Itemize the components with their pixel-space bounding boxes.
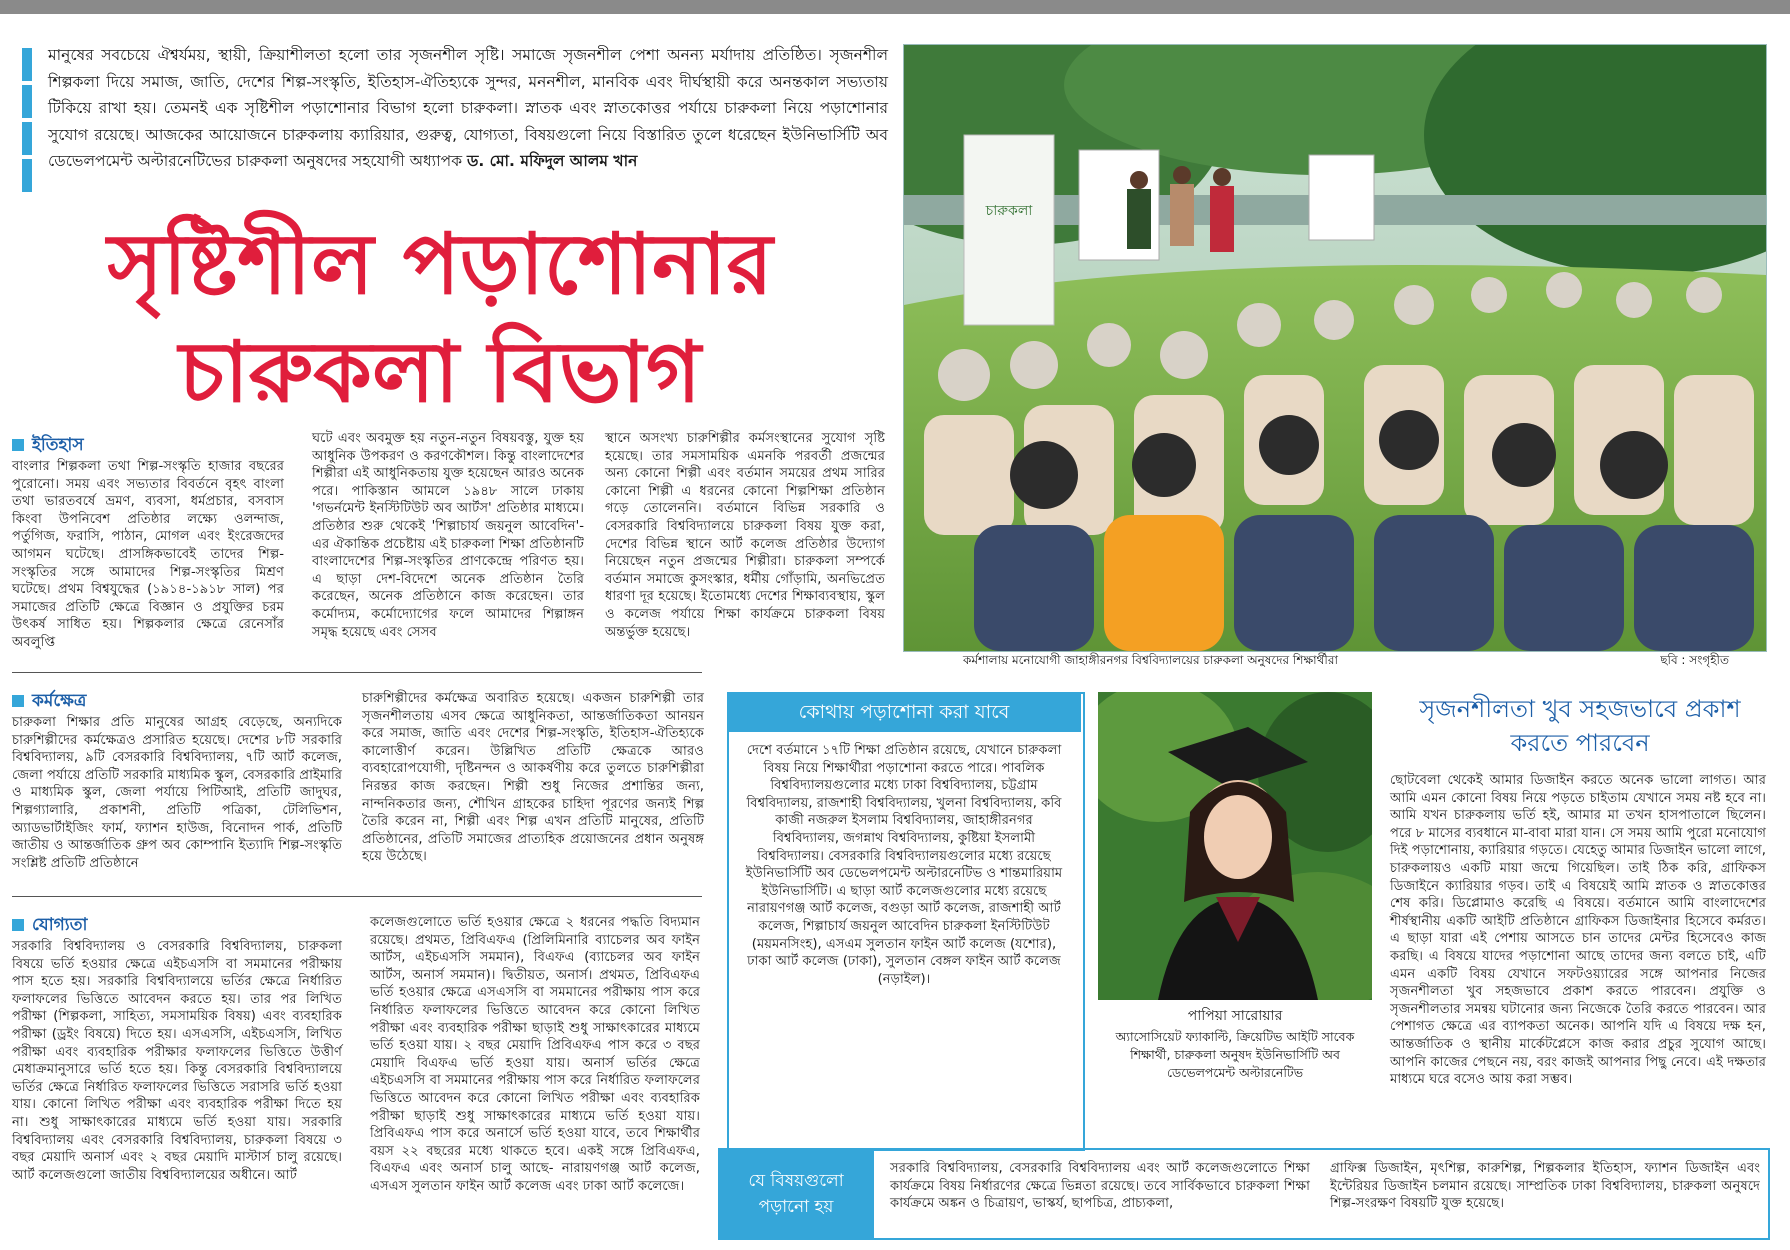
portrait-illustration [1098,692,1372,1000]
qualification-col-2: কলেজগুলোতে ভর্তি হওয়ার ক্ষেত্রে ২ ধরনের পদ্ধতি বিদ্যমান রয়েছে। প্রথমত, প্রিবিএফএ (প্রিলিমিনারি ব্যাচেলর অব ফাইন আর্টস, এইচএসসি সমমান), বিএফএ (ব্যাচেলর অব ফাইন আর্টস, অনার্স সমমান)। দ্বিতীয়ত, অনার্স। প্রথমত, প্রিবিএফএ ভর্তি হওয়ার ক্ষেত্রে এসএসসি বা সমমানের পরীক্ষায় পাস করে নির্ধারিত ফলাফলের ভিত্তিতে আবেদন করে কোনো লিখিত পরীক্ষা এবং ব্যবহারিক পরীক্ষা ছাড়াই শুধু সাক্ষাৎকারের মাধ্যমে ভর্তি হওয়া যায়। ২ বছর মেয়াদি প্রিবিএফএ পাস করে ৩ বছর মেয়াদি বিএফএ ভর্তি হওয়া যায়। অনার্স ভর্তির ক্ষেত্রে এইচএসসি বা সমমানের পরীক্ষায় পাস করে নির্ধারিত ফলাফলের ভিত্তিতে আবেদন করে কোনো লিখিত পরীক্ষা এবং ব্যবহারিক পরীক্ষা ছাড়াই শুধু সাক্ষাৎকারের মাধ্যমে ভর্তি হওয়া যায়। প্রিবিএফএ পাস করে অনার্সে ভর্তি হওয়া যাবে, তবে শিক্ষার্থীর বয়স ২২ বছরের মধ্যে থাকতে হবে। একই সঙ্গে প্রিবিএফএ, বিএফএ এবং অনার্স চালু আছে- নারায়ণগঞ্জ আর্ট কলেজ, এসএস সুলতান ফাইন আর্ট কলেজ এবং ঢাকা আর্ট কলেজে। [370,915,700,1194]
history-heading [12,432,84,460]
workfield-heading [12,688,86,716]
subjects-heading [718,1148,874,1240]
quote-title: সৃজনশীলতা খুব সহজভাবে প্রকাশ করতে পারবেন [1419,695,1741,757]
portrait-name: পাপিয়া সারোয়ার [1187,1008,1283,1024]
where-to-study-text: দেশে বর্তমানে ১৭টি শিক্ষা প্রতিষ্ঠান রয়েছে, যেখানে চারুকলা বিষয় নিয়ে শিক্ষার্থীরা পড়াশোনা করতে পারে। পাবলিক বিশ্ববিদ্যালয়গুলোর মধ্যে ঢাকা বিশ্ববিদ্যালয়, চট্টগ্রাম বিশ্ববিদ্যালয়, রাজশাহী বিশ্ববিদ্যালয়, খুলনা বিশ্ববিদ্যালয়, কবি কাজী নজরুল ইসলাম বিশ্ববিদ্যালয়, জাহাঙ্গীরনগর বিশ্ববিদ্যালয়, জগন্নাথ বিশ্ববিদ্যালয়, কুষ্টিয়া ইসলামী বিশ্ববিদ্যালয়। বেসরকারি বিশ্ববিদ্যালয়গুলোর মধ্যে রয়েছে ইউনিভার্সিটি অব ডেভেলপমেন্ট অল্টারনেটিভ ও শান্তমারিয়াম ইউনিভার্সিটি। এ ছাড়া আর্ট কলেজগুলোর মধ্যে রয়েছে নারায়ণগঞ্জ আর্ট কলেজ, বগুড়া আর্ট কলেজ, রাজশাহী আর্ট কলেজ, শিল্পাচার্য জয়নুল আবেদিন চারুকলা ইনস্টিটিউট (ময়মনসিংহ), এসএম সুলতান ফাইন আর্ট কলেজ (যশোর), ঢাকা আর্ট কলেজ (ঢাকা), সুলতান বেঙ্গল ফাইন আর্ট কলেজ (নড়াইল)। [745,743,1063,987]
photo-caption-row [903,652,1765,670]
qualification-heading [12,912,87,940]
workfield-heading-text: কর্মক্ষেত্র [32,691,87,711]
headline [90,210,790,426]
workshop-photo [903,44,1767,652]
intro-accent-bar [22,48,32,188]
section-divider [12,896,702,897]
workfield-col-2: চারুশিল্পীদের কর্মক্ষেত্র অবারিত হয়েছে। একজন চারুশিল্পী তার সৃজনশীলতায় এসব ক্ষেত্রে আধুনিকতা, আন্তর্জাতিকতা আনয়ন করে সমাজ, জাতি এবং দেশের শিল্প-সংস্কৃতি, ইতিহাস-ঐতিহ্যকে কালোত্তীর্ণ করেন। উল্লিখিত প্রতিটি ক্ষেত্রকে আরও ব্যবহারোপযোগী, দৃষ্টিনন্দন ও আকর্ষণীয় করে তুলতে চারুশিল্পীরা নিরন্তর কাজ করছেন। শিল্পী শুধু নিজের প্রশান্তির জন্য, নান্দনিকতার জন্য, শৌখিন গ্রাহকের চাহিদা পূরণের জন্যই শিল্প তৈরি করেন না, শিল্পী এবং শিল্প এখন প্রতিটি মানুষের, প্রতিটি প্রতিষ্ঠানের, প্রতিটি সমাজের প্রাত্যহিক প্রয়োজনের প্রধান অনুষঙ্গ হয়ে উঠেছে। [362,691,704,865]
qualification-heading-text: যোগ্যতা [32,915,88,935]
subjects-heading-line-2: পড়ানো হয় [758,1197,834,1217]
history-col-2: ঘটে এবং অবমুক্ত হয় নতুন-নতুন বিষয়বস্তু, যুক্ত হয় আধুনিক উপকরণ ও করণকৌশল। কিন্তু বাংলাদেশের শিল্পীরা এই আধুনিকতায় যুক্ত হয়েছেন আরও অনেক পরে। পাকিস্তান আমলে ১৯৪৮ সালে ঢাকায় 'গভর্নমেন্ট ইনস্টিটিউট অব আর্টস' প্রতিষ্ঠার মাধ্যমে। প্রতিষ্ঠার শুরু থেকেই 'শিল্পাচার্য জয়নুল আবেদিন'-এর ঐকান্তিক প্রচেষ্টায় এই চারুকলা শিক্ষা প্রতিষ্ঠানটি বাংলাদেশের শিল্প-সংস্কৃতির প্রাণকেন্দ্রে পরিণত হয়। এ ছাড়া দেশ-বিদেশে অনেক প্রতিষ্ঠান তৈরি করেছেন, অনেক প্রতিষ্ঠানে কাজ করেছেন। তার কর্মোদ্যম, কর্মোদ্যোগের ফলে আমাদের শিল্পাঙ্গন সমৃদ্ধ হয়েছে এবং সেসব [312,431,584,640]
where-to-study-heading: কোথায় পড়াশোনা করা যাবে [727,692,1081,732]
subjects-col-2: গ্রাফিক্স ডিজাইন, মৃৎশিল্প, কারুশিল্প, শিল্পকলার ইতিহাস, ফ্যাশন ডিজাইন এবং ইন্টেরিয়র ডিজাইন চলমান রয়েছে। সাম্প্রতিক ঢাকা বিশ্ববিদ্যালয়, চারুকলা অনুষদে শিল্প-সংরক্ষণ বিষয়টি যুক্ত হয়েছে। [1330,1161,1760,1212]
headline-line-1: সৃষ্টিশীল পড়াশোনার [107,214,773,313]
history-heading-marker [12,439,24,451]
photo-caption: কর্মশালায় মনোযোগী জাহাঙ্গীরনগর বিশ্ববিদ্যালয়ের চারুকলা অনুষদের শিক্ষার্থীরা [963,653,1338,667]
photo-credit: ছবি : সংগৃহীত [1660,653,1729,667]
workfield-col-1: চারুকলা শিক্ষার প্রতি মানুষের আগ্রহ বেড়েছে, অন্যদিকে চারুশিল্পীদের কর্মক্ষেত্রও প্রসারিত হয়েছে। দেশের ৮টি সরকারি বিশ্ববিদ্যালয়, ৯টি বেসরকারি বিশ্ববিদ্যালয়, ৭টি আর্ট কলেজ, জেলা পর্যায়ে প্রতিটি সরকারি মাধ্যমিক স্কুল, বেসরকারি প্রাইমারি ও মাধ্যমিক স্কুল, জেলা পর্যায়ে পিটিআই, প্রতিটি জাদুঘর, শিল্পগ্যালারি, প্রকাশনী, প্রতিটি পত্রিকা, টেলিভিশন, অ্যাডভার্টাইজিং ফার্ম, ফ্যাশন হাউজ, বিনোদন পার্ক, প্রতিটি জাতীয় ও আন্তর্জাতিক গ্রুপ অব কোম্পানি ইত্যাদি শিল্প-সংস্কৃতি সংশ্লিষ্ট প্রতিটি প্রতিষ্ঠানে [12,715,342,871]
board-text: চারুকলা [985,203,1033,219]
subjects-col-1: সরকারি বিশ্ববিদ্যালয়, বেসরকারি বিশ্ববিদ্যালয় এবং আর্ট কলেজগুলোতে শিক্ষা কার্যক্রমে বিষয় নির্ধারণের ক্ষেত্রে ভিন্নতা রয়েছে। তবে সার্বিকভাবে চারুকলা শিক্ষা কার্যক্রমে অঙ্কন ও চিত্রায়ণ, ভাস্কর্য, ছাপচিত্র, প্রাচ্যকলা, [890,1161,1310,1212]
history-col-3: স্থানে অসংখ্য চারুশিল্পীর কর্মসংস্থানের সুযোগ সৃষ্টি হয়েছে। তার সমসাময়িক এমনকি পরবর্তী প্রজন্মের অন্য কোনো শিল্পী এবং বর্তমান সময়ের প্রথম সারির কোনো শিল্পী এ ধরনের কোনো শিল্পশিক্ষা প্রতিষ্ঠান গড়ে তোলেননি। বর্তমানে বিভিন্ন সরকারি ও বেসরকারি বিশ্ববিদ্যালয়ে চারুকলা বিষয় যুক্ত করা, দেশের বিভিন্ন স্থানে আর্ট কলেজ প্রতিষ্ঠার উদ্যোগ নিয়েছেন নতুন প্রজন্মের শিল্পীরা। চারুকলা সম্পর্কে বর্তমান সমাজে কুসংস্কার, ধর্মীয় গোঁড়ামি, অনভিপ্রেত ধারণা দূর হয়েছে। ইতোমধ্যে দেশের শিক্ষাব্যবস্থায়, স্কুল ও কলেজ পর্যায়ে শিক্ষা কার্যক্রমে চারুকলা বিষয় অন্তর্ভুক্ত হয়েছে। [605,431,885,640]
intro-text: মানুষের সবচেয়ে ঐশ্বর্যময়, স্থায়ী, ক্রিয়াশীলতা হলো তার সৃজনশীল সৃষ্টি। সমাজে সৃজনশীল পেশা অনন্য মর্যাদায় প্রতিষ্ঠিত। সৃজনশীল শিল্পকলা দিয়ে সমাজ, জাতি, দেশের শিল্প-সংস্কৃতি, ইতিহাস-ঐতিহ্যকে সুন্দর, মননশীল, মানবিক এবং দীর্ঘস্থায়ী করে অনন্তকাল সভ্যতায় টিকিয়ে রাখা হয়। তেমনই এক সৃষ্টিশীল পড়াশোনার বিভাগ হলো চারুকলা। স্নাতক এবং স্নাতকোত্তর পর্যায়ে চারুকলা নিয়ে পড়াশোনার সুযোগ রয়েছে। আজকের আয়োজনে চারুকলায় ক্যারিয়ার, গুরুত্ব, যোগ্যতা, বিষয়গুলো নিয়ে বিস্তারিত তুলে ধরেছেন ইউনিভার্সিটি অব ডেভেলপমেন্ট অল্টারনেটিভের চারুকলা অনুষদের সহযোগী অধ্যাপক [48,46,888,170]
quote-text: ছোটবেলা থেকেই আমার ডিজাইন করতে অনেক ভালো লাগত। আর আমি এমন কোনো বিষয় নিয়ে পড়তে চাইতাম যেখানে সময় নষ্ট হবে না। আমি যখন চারুকলায় ভর্তি হই, আমার মা তখন হাসপাতালে ছিলেন। পরে ৮ মাসের ব্যবধানে মা-বাবা মারা যান। সে সময় আমি পুরো মনোযোগ দিই পড়াশোনায়, ক্যারিয়ার গড়তে। যেহেতু আমার ডিজাইন ভালো লাগে, চারুকলায়ও একটি মায়া জন্মে গিয়েছিল। তাই ঠিক করি, গ্রাফিকস ডিজাইনে ক্যারিয়ার গড়ব। তাই এ বিষয়েই আমি স্নাতক ও স্নাতকোত্তর শেষ করি। ডিপ্লোমাও করেছি এ বিষয়ে। বর্তমানে আমি বাংলাদেশের শীর্ষস্থানীয় একটি আইটি প্রতিষ্ঠানে গ্রাফিকস ডিজাইনার হিসেবে কর্মরত। এ ছাড়া যারা এই পেশায় আসতে চান তাদের মেন্টর হিসেবেও কাজ করছি। এ বিষয়ে যাদের পড়াশোনা আছে তাদের জন্য বলতে চাই, এটি এমন একটি বিষয় যেখানে সফটওয়্যারের সঙ্গে আপনার নিজের সৃজনশীলতা খুব সহজভাবে প্রকাশ করতে পারবেন। প্রযুক্তি ও সৃজনশীলতার সমন্বয় ঘটানোর জন্য নিজেকে তৈরি করতে পারবেন। আর পেশাগত ক্ষেত্রে এর ব্যাপকতা অনেক। আপনি যদি এ বিষয়ে দক্ষ হন, আন্তর্জাতিক ও স্থানীয় মার্কেটপ্লেসে কাজ করার প্রচুর সুযোগ আছে। আপনি কাজের পেছনে নয়, বরং কাজই আপনার পিছু নেবে। এই দক্ষতার মাধ্যমে ঘরে বসেও আয় করা সম্ভব। [1390,773,1766,1088]
qualification-col-1: সরকারি বিশ্ববিদ্যালয় ও বেসরকারি বিশ্ববিদ্যালয়, চারুকলা বিষয়ে ভর্তি হওয়ার ক্ষেত্রে এইচএসসি বা সমমানের পরীক্ষায় পাস হতে হয়। সরকারি বিশ্ববিদ্যালয়ে ভর্তির ক্ষেত্রে নির্ধারিত ফলাফলের ভিত্তিতে আবেদন করতে হয়। তার পর লিখিত পরীক্ষা (শিল্পকলা, সাহিত্য, সমসাময়িক বিষয়) এবং ব্যবহারিক পরীক্ষা (ড্রইং বিষয়ে) দিতে হয়। এসএসসি, এইচএসসি, লিখিত পরীক্ষা এবং ব্যবহারিক পরীক্ষার ফলাফলের ভিত্তিতে উত্তীর্ণ মেধাক্রমানুসারে ভর্তি হতে হয়। কিন্তু বেসরকারি বিশ্ববিদ্যালয়ে ভর্তির ক্ষেত্রে নির্ধারিত ফলাফলের ভিত্তিতে সরাসরি ভর্তি হওয়া যায়। কোনো লিখিত পরীক্ষা এবং ব্যবহারিক পরীক্ষা দিতে হয় না। শুধু সাক্ষাৎকারের মাধ্যমে ভর্তি হওয়া যায়। সরকারি বিশ্ববিদ্যালয় এবং বেসরকারি বিশ্ববিদ্যালয়, চারুকলা বিষয়ে ৩ বছর মেয়াদি অনার্স এবং ২ বছর মেয়াদি মাস্টার্স চালু রয়েছে। আর্ট কলেজগুলো জাতীয় বিশ্ববিদ্যালয়ের অধীনে। আর্ট [12,939,342,1183]
section-divider [12,672,702,673]
portrait-photo [1098,692,1372,1000]
subjects-heading-line-1: যে বিষয়গুলো [748,1171,844,1191]
intro-paragraph [48,42,888,175]
history-col-1: বাংলার শিল্পকলা তথা শিল্প-সংস্কৃতি হাজার বছরের পুরোনো। সময় এবং সভ্যতার বিবর্তনে বৃহৎ বাংলা তথা ভারতবর্ষে ভ্রমণ, ব্যবসা, ধর্মপ্রচার, বসবাস কিংবা উপনিবেশ প্রতিষ্ঠার লক্ষ্যে ওলন্দাজ, পর্তুগিজ, ফরাসি, পাঠান, মোগল এবং ইংরেজদের আগমন ঘটেছে। প্রাসঙ্গিকভাবেই তাদের শিল্প-সংস্কৃতির সঙ্গে আমাদের শিল্প-সংস্কৃতির মিশ্রণ ঘটেছে। প্রথম বিশ্বযুদ্ধের (১৯১৪-১৯১৮ সাল) পর সমাজের প্রতিটি ক্ষেত্রে বিজ্ঞান ও প্রযুক্তির চরম উৎকর্ষ সাধিত হয়। শিল্পকলার ক্ষেত্রে রেনেসাঁর অবলুপ্তি [12,459,284,650]
qualification-heading-marker [12,919,24,931]
workshop-photo-illustration [904,45,1766,651]
portrait-description: অ্যাসোসিয়েট ফ্যাকাল্টি, ক্রিয়েটিভ আইটি সাবেক শিক্ষার্থী, চারুকলা অনুষদ ইউনিভার্সিটি অব ডেভেলপমেন্ট অল্টারনেটিভ [1115,1029,1355,1080]
workfield-heading-marker [12,695,24,707]
headline-line-2: চারুকলা বিভাগ [179,322,701,421]
history-heading-text: ইতিহাস [32,435,84,455]
top-rule [0,0,1790,14]
intro-author: ড. মো. মফিদুল আলম খান [466,152,638,170]
